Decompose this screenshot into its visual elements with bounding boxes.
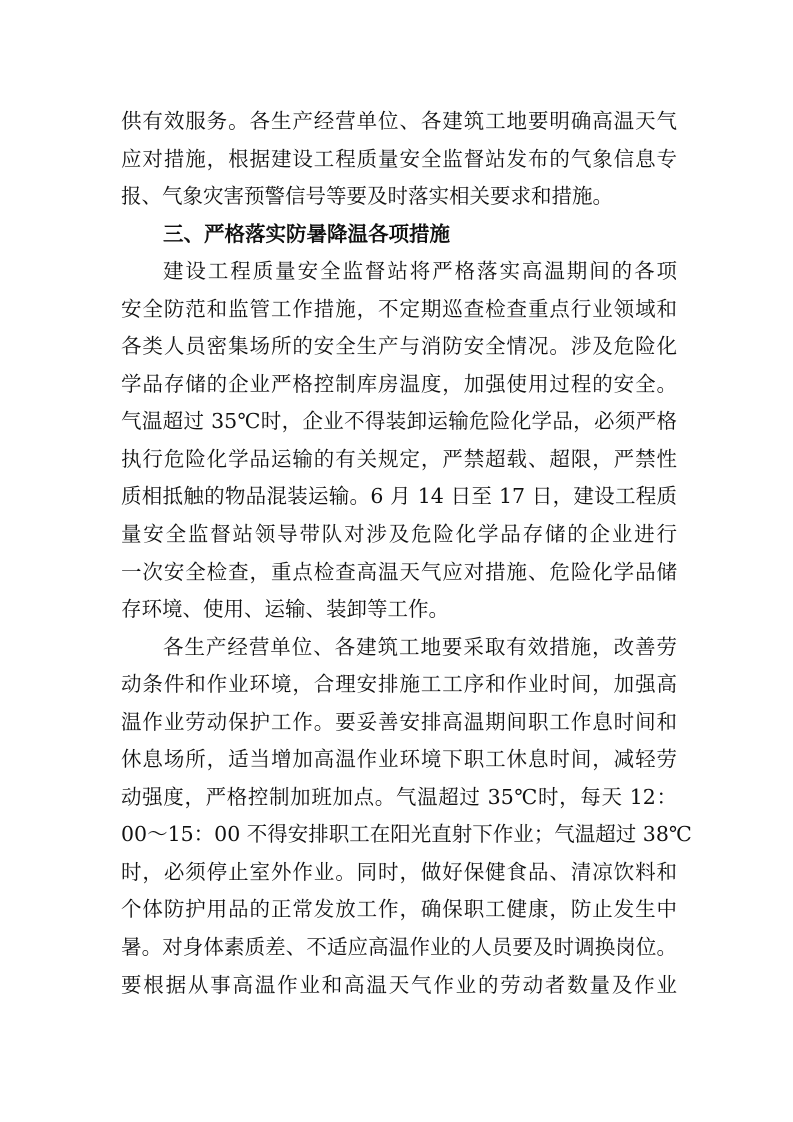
paragraph-line: 一次安全检查，重点检查高温天气应对措施、危险化学品储 [121,559,677,584]
paragraph-line: 各类人员密集场所的安全生产与消防安全情况。涉及危险化 [121,334,677,359]
paragraph-line: 学品存储的企业严格控制库房温度，加强使用过程的安全。 [121,371,677,396]
paragraph-line: 00～15：00 不得安排职工在阳光直射下作业；气温超过 38℃ [121,822,692,847]
paragraph-line: 动强度，严格控制加班加点。气温超过 35℃时，每天 12： [121,784,677,809]
paragraph-line: 暑。对身体素质差、不适应高温作业的人员要及时调换岗位。 [121,935,677,960]
paragraph-line: 时，必须停止室外作业。同时，做好保健食品、清凉饮料和 [121,859,677,884]
paragraph-line: 温作业劳动保护工作。要妥善安排高温期间职工作息时间和 [121,709,677,734]
paragraph-line: 各生产经营单位、各建筑工地要采取有效措施，改善劳 [163,634,677,659]
paragraph-line: 执行危险化学品运输的有关规定，严禁超载、超限，严禁性 [121,446,677,471]
section-heading: 三、严格落实防暑降温各项措施 [163,221,450,246]
paragraph-line: 量安全监督站领导带队对涉及危险化学品存储的企业进行 [121,522,677,547]
paragraph-line: 建设工程质量安全监督站将严格落实高温期间的各项 [163,259,677,284]
paragraph-line: 存环境、使用、运输、装卸等工作。 [121,597,449,622]
paragraph-line: 要根据从事高温作业和高温天气作业的劳动者数量及作业 [121,972,677,997]
paragraph-line: 报、气象灾害预警信号等要及时落实相关要求和措施。 [121,184,613,209]
paragraph-line: 供有效服务。各生产经营单位、各建筑工地要明确高温天气 [121,109,677,133]
paragraph-line: 质相抵触的物品混装运输。6 月 14 日至 17 日，建设工程质 [121,484,677,509]
paragraph-line: 应对措施，根据建设工程质量安全监督站发布的气象信息专 [121,146,677,171]
document-body [121,103,692,1004]
paragraph-line: 安全防范和监管工作措施，不定期巡查检查重点行业领域和 [121,296,677,321]
paragraph-line: 气温超过 35℃时，企业不得装卸运输危险化学品，必须严格 [121,409,677,434]
paragraph-line: 休息场所，适当增加高温作业环境下职工休息时间，减轻劳 [121,747,677,772]
paragraph-line: 动条件和作业环境，合理安排施工工序和作业时间，加强高 [121,672,677,697]
paragraph-line: 个体防护用品的正常发放工作，确保职工健康，防止发生中 [121,897,677,922]
